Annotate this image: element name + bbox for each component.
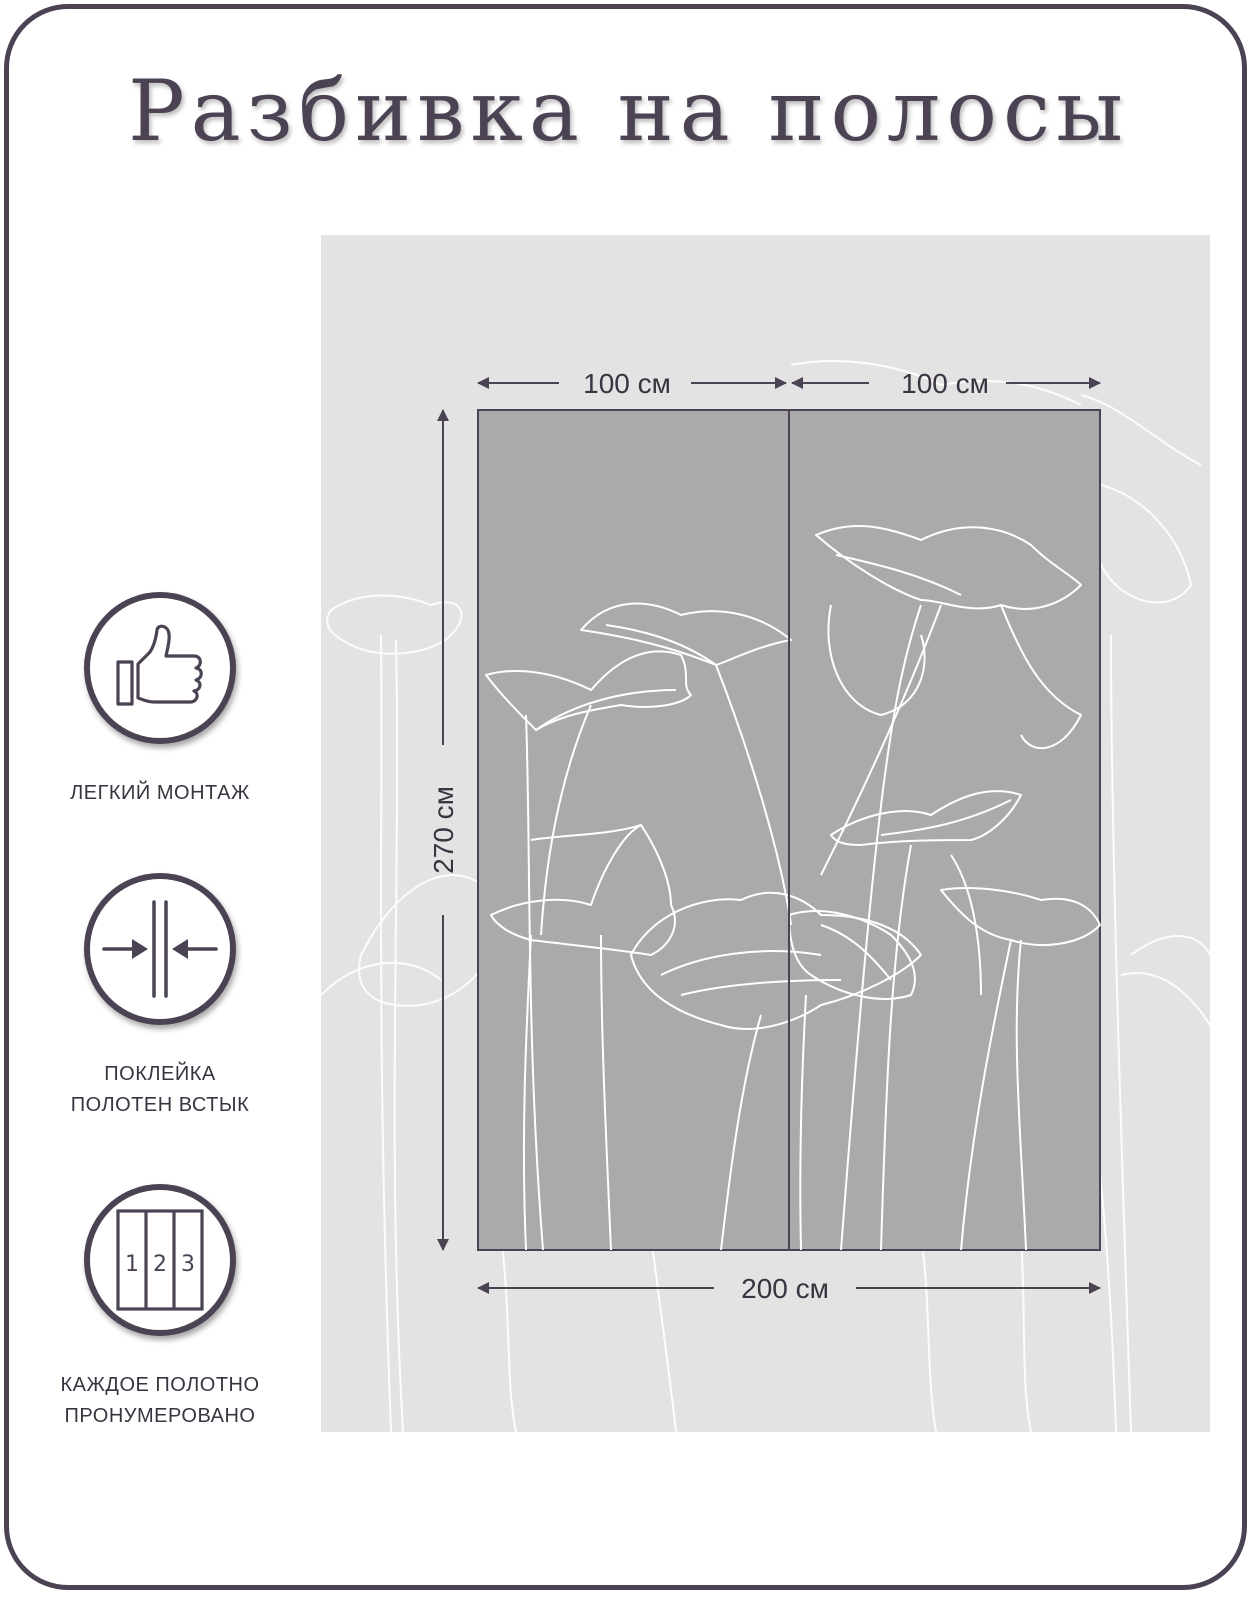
wallpaper-panel <box>321 235 1210 1432</box>
dimension-label: 200 см <box>741 1273 829 1304</box>
feature-label-line: ПОКЛЕЙКА <box>104 1063 216 1085</box>
strip-number: 2 <box>153 1252 167 1277</box>
dimension-label: 270 см <box>428 786 459 874</box>
feature-label-line: ПРОНУМЕРОВАНО <box>64 1405 256 1427</box>
dimension-label: 100 см <box>901 368 989 399</box>
feature-label-line: ПОЛОТЕН ВСТЫК <box>70 1094 250 1116</box>
butt-joint-icon <box>100 894 220 1004</box>
dimension-label: 100 см <box>583 368 671 399</box>
thumbs-up-icon <box>114 622 206 714</box>
strip-number: 3 <box>181 1252 195 1277</box>
strip-number: 1 <box>125 1252 139 1277</box>
feature-label <box>40 1059 280 1121</box>
numbered-strips-icon <box>112 1205 208 1315</box>
feature-label-line: КАЖДОЕ ПОЛОТНО <box>60 1374 260 1396</box>
feature-easy-install <box>40 592 280 809</box>
feature-badge <box>84 592 236 744</box>
feature-label-line: ЛЕГКИЙ МОНТАЖ <box>70 782 250 804</box>
feature-label <box>40 1370 280 1432</box>
page-title: Разбивка на полосы <box>128 62 1129 160</box>
feature-numbered-strips <box>40 1184 280 1432</box>
feature-badge <box>84 1184 236 1336</box>
feature-label <box>40 778 280 809</box>
feature-badge <box>84 873 236 1025</box>
feature-butt-joint <box>40 873 280 1121</box>
wallpaper-strip <box>789 410 1100 1250</box>
